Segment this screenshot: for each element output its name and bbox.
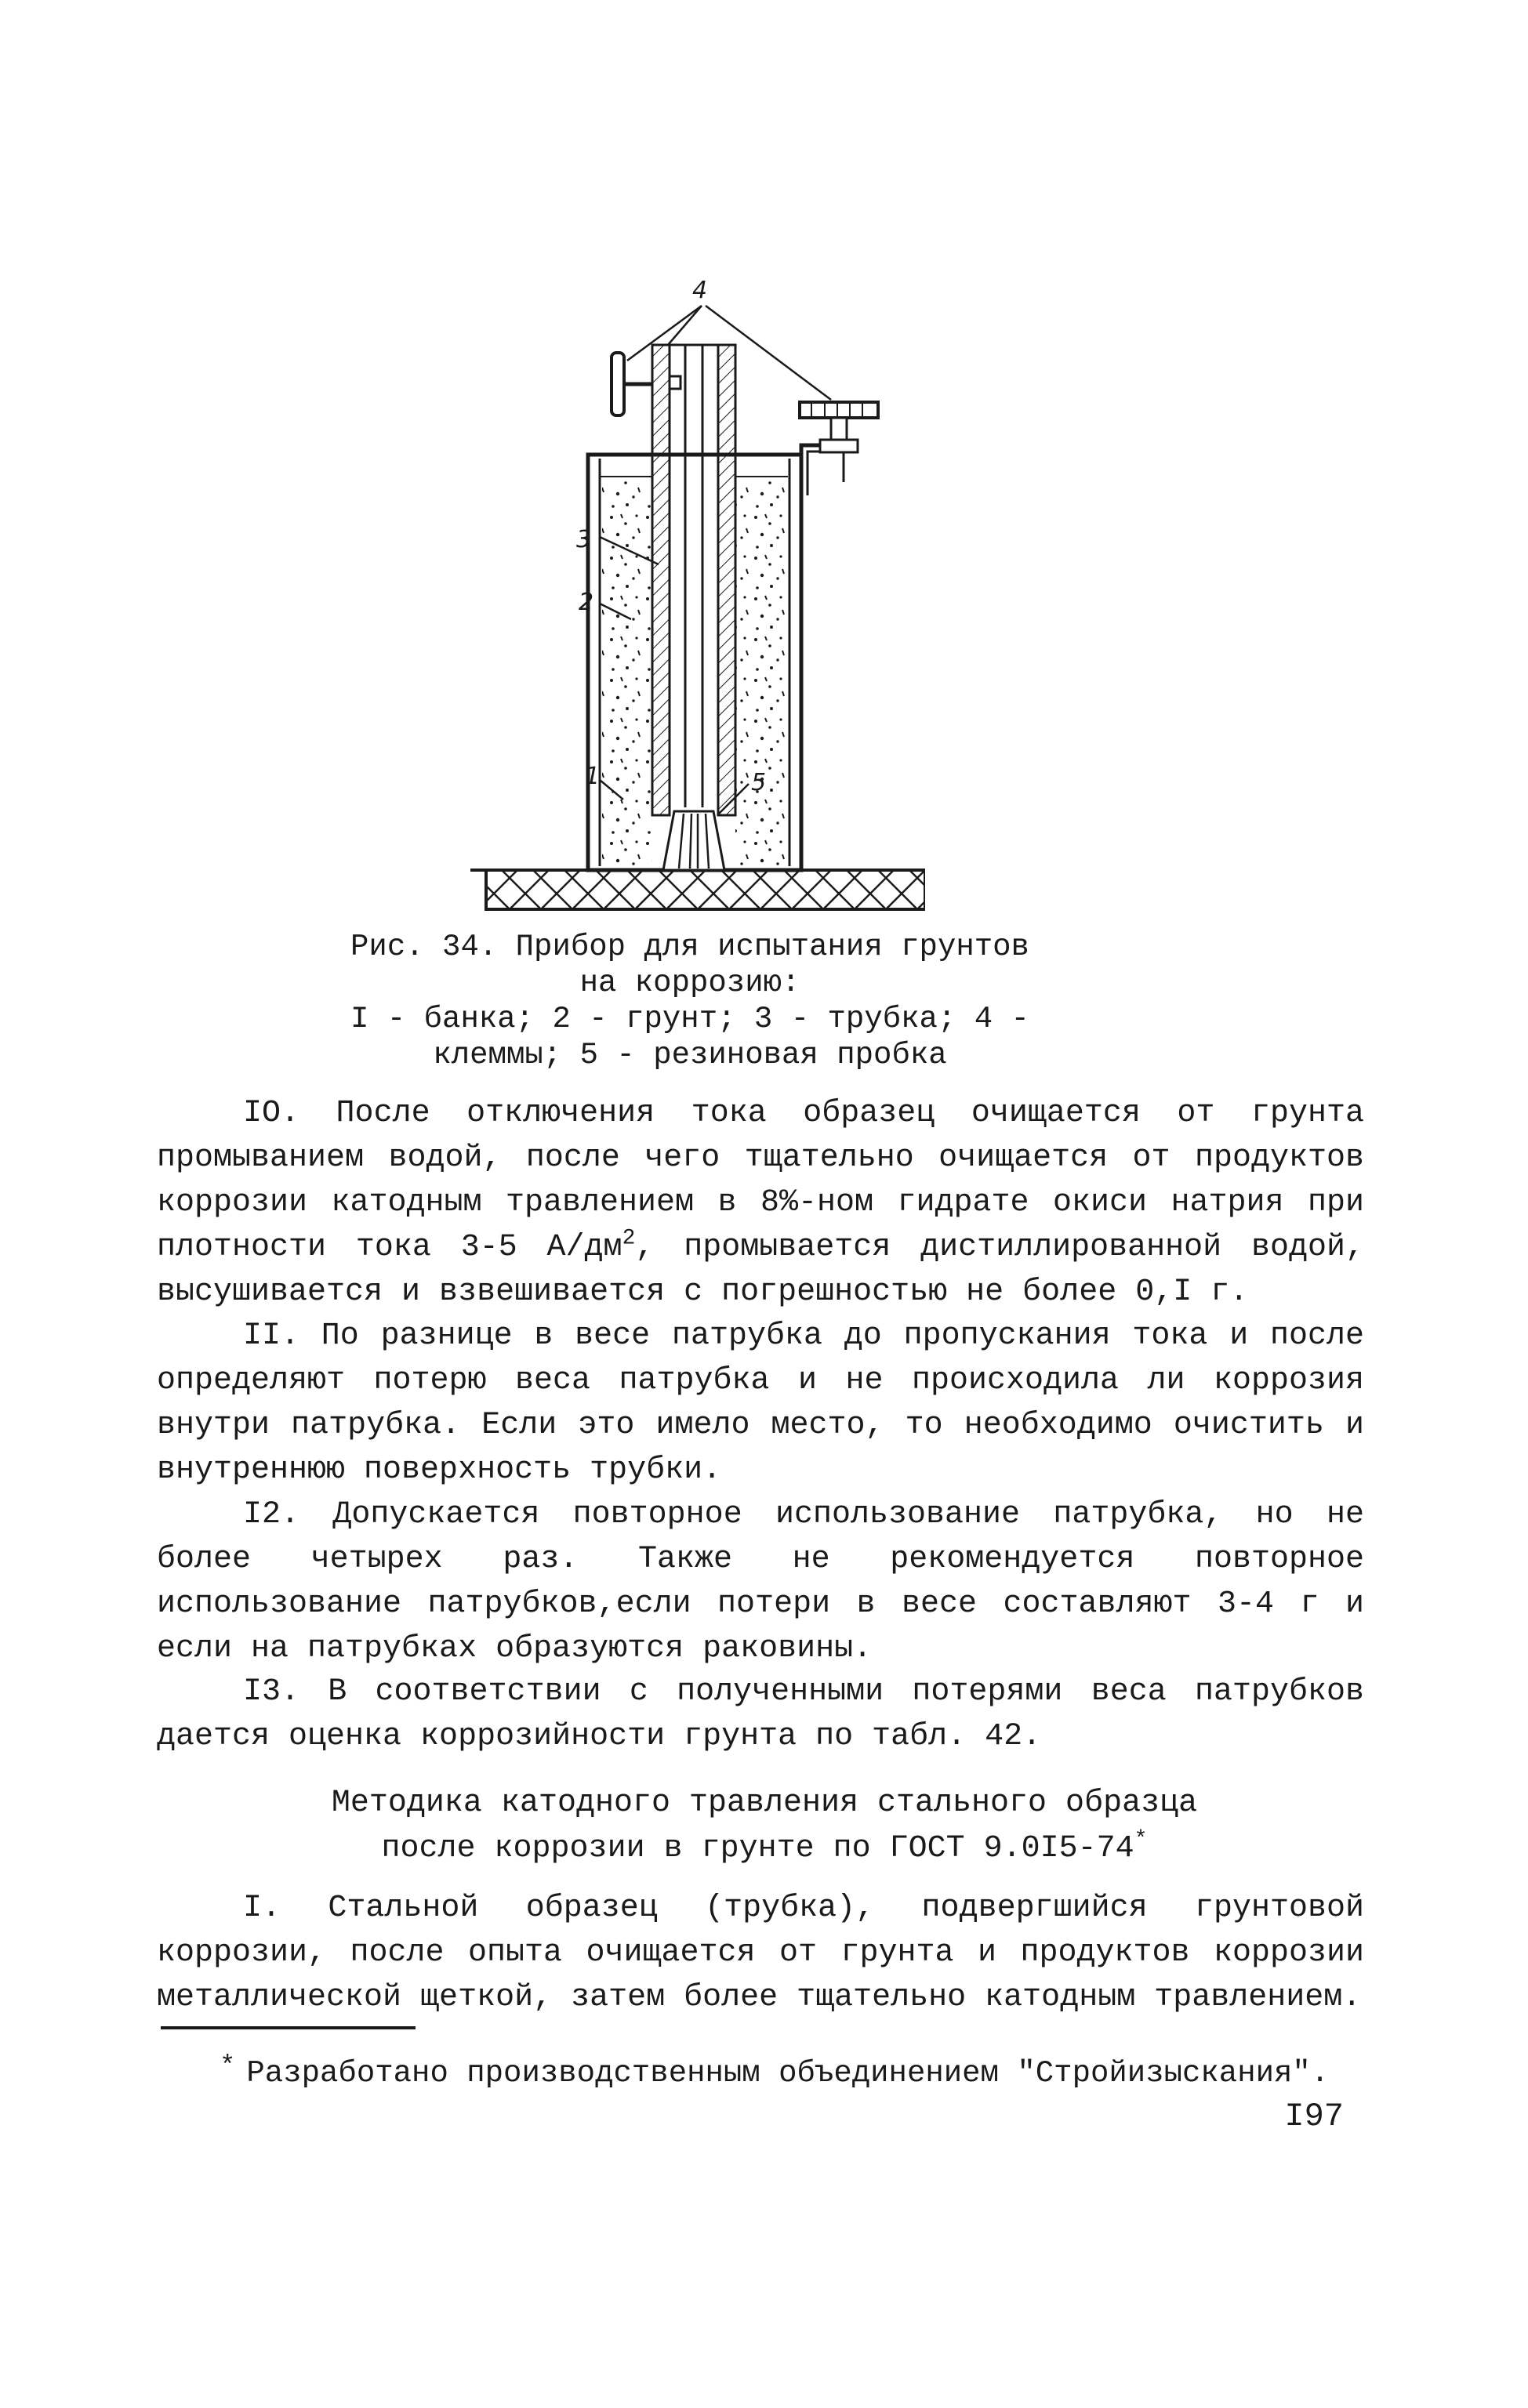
section-heading: [235, 1781, 1294, 1872]
footnote-divider: [161, 2026, 416, 2029]
label-5: 5: [751, 769, 767, 796]
superscript-2: 2: [622, 1226, 636, 1251]
paragraph-13: I3. В соответствии с полученными потерями веса патрубков дается оценка коррозийности грунта по табл. 42.: [157, 1674, 1364, 1754]
page-number: I97: [1284, 2098, 1344, 2135]
label-2: 2: [579, 589, 594, 616]
footnote-mark: *: [220, 2052, 236, 2082]
footnote: [220, 2047, 1329, 2093]
soil-right: [735, 478, 787, 866]
caption-legend-1: I - банка; 2 - грунт; 3 - трубка; 4 -: [350, 1002, 1029, 1036]
paragraph-11: II. По разнице в весе патрубка до пропускания тока и после определяют потерю веса патрубка и не происходила ли коррозия внутри патрубка. Если это имело место, то необходимо очистить и внутреннюю поверхность трубки.: [157, 1318, 1364, 1488]
heading-line-1: Методика катодного травления стального образца: [331, 1786, 1198, 1821]
tube-wall-left: [652, 345, 670, 815]
base-plate: [486, 870, 925, 909]
method-paragraph-1: I. Стальной образец (трубка), подвергшийся грунтовой коррозии, после опыта очищается от грунта и продуктов коррозии металлической щеткой, затем более тщательно катодным травлением.: [157, 1891, 1364, 2015]
caption-title: Рис. 34. Прибор для испытания грунтов: [350, 930, 1029, 964]
figure-apparatus: [463, 267, 925, 917]
rubber-plug: [663, 811, 724, 870]
footnote-ref: *: [1134, 1827, 1148, 1852]
paragraph-12: I2. Допускается повторное использование патрубка, но не более четырех раз. Также не рекомендуется повторное использование патрубков,если потери в весе составляют 3-4 г и если на патрубках образуются раковины.: [157, 1497, 1364, 1666]
soil-left: [602, 478, 652, 866]
label-3: 3: [576, 526, 592, 553]
heading-line-2: после коррозии в грунте по ГОСТ 9.0I5-74*: [381, 1827, 1148, 1866]
apparatus-drawing: [463, 267, 925, 917]
clamp-left: [612, 353, 624, 415]
figure-caption: [329, 929, 1051, 1073]
label-1: 1: [585, 763, 601, 790]
footnote-text: Разработано производственным объединением "Стройизыскания".: [246, 2056, 1330, 2091]
caption-legend-2: клеммы; 5 - резиновая пробка: [433, 1038, 947, 1072]
paragraph-10: IO. После отключения тока образец очищается от грунта промыванием водой, после чего тщательно очищается от продуктов коррозии катодным травлением в 8%-ном гидрате окиси натрия при плотности тока 3-5 $А/дм^2$, промывается дистиллированной водой, высушивается и взвешивается с погрешностью не более 0,I г.: [157, 1096, 1364, 1310]
tube-wall-right: [718, 345, 735, 815]
caption-subtitle: на коррозию:: [579, 966, 800, 1000]
label-4: 4: [692, 277, 708, 304]
